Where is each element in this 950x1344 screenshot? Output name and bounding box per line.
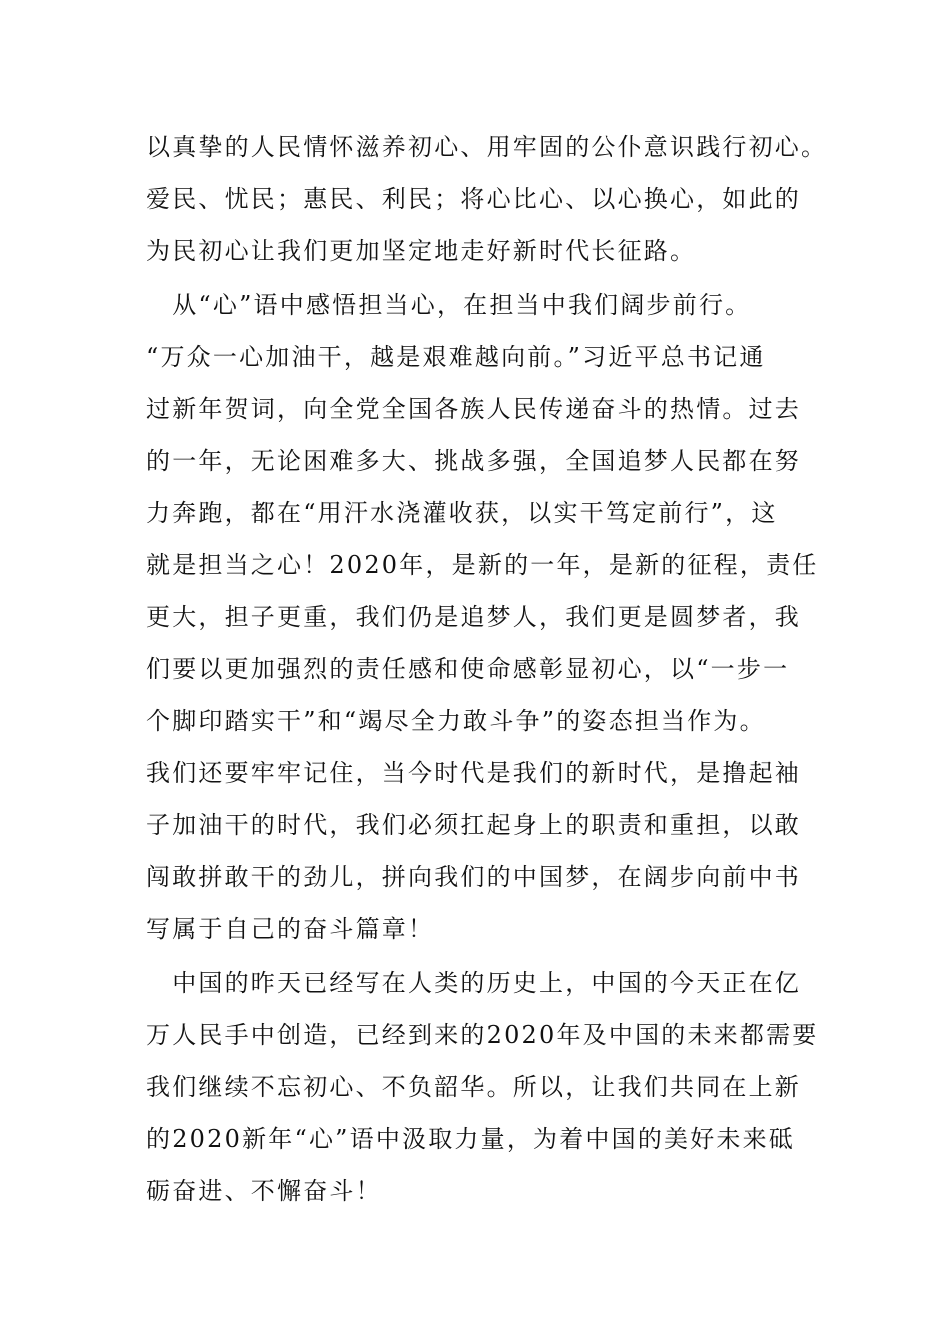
paragraph-1 [146,121,828,277]
text-line: 砺奋进、不懈奋斗！ [146,1177,382,1205]
text-line: 的2020新年“心”语中汲取力量，为着中国的美好未来砥 [146,1125,796,1153]
document-body [146,121,828,1217]
text-line: 以真挚的人民情怀滋养初心、用牢固的公仆意识践行初心。 [146,133,828,161]
text-line: 从“心”语中感悟担当心，在担当中我们阔步前行。 [146,291,752,319]
text-line: 就是担当之心！2020年，是新的一年，是新的征程，责任 [146,551,819,579]
text-line: 的一年，无论困难多大、挑战多强，全国追梦人民都在努 [146,447,801,475]
text-line: “万众一心加油干，越是艰难越向前。”习近平总书记通 [146,343,766,371]
text-line: 更大，担子更重，我们仍是追梦人，我们更是圆梦者，我 [146,603,801,631]
text-line: 我们继续不忘初心、不负韶华。所以，让我们共同在上新 [146,1073,801,1101]
text-line: 为民初心让我们更加坚定地走好新时代长征路。 [146,237,697,265]
text-line: 中国的昨天已经写在人类的历史上，中国的今天正在亿 [146,969,801,997]
text-line: 个脚印踏实干”和“竭尽全力敢斗争”的姿态担当作为。 [146,707,766,735]
text-line: 过新年贺词，向全党全国各族人民传递奋斗的热情。过去 [146,395,801,423]
text-line: 闯敢拼敢干的劲儿，拼向我们的中国梦，在阔步向前中书 [146,863,801,891]
paragraph-2 [146,279,819,955]
text-line: 爱民、忧民；惠民、利民；将心比心、以心换心，如此的 [146,185,801,213]
text-line: 子加油干的时代，我们必须扛起身上的职责和重担，以敢 [146,811,801,839]
text-line: 力奔跑，都在“用汗水浇灌收获，以实干笃定前行”，这 [146,499,778,527]
text-line: 我们还要牢牢记住，当今时代是我们的新时代，是撸起袖 [146,759,801,787]
text-line: 万人民手中创造，已经到来的2020年及中国的未来都需要 [146,1021,819,1049]
text-line: 们要以更加强烈的责任感和使命感彰显初心，以“一步一 [146,655,790,683]
text-line: 写属于自己的奋斗篇章！ [146,915,435,943]
paragraph-3 [146,957,819,1217]
